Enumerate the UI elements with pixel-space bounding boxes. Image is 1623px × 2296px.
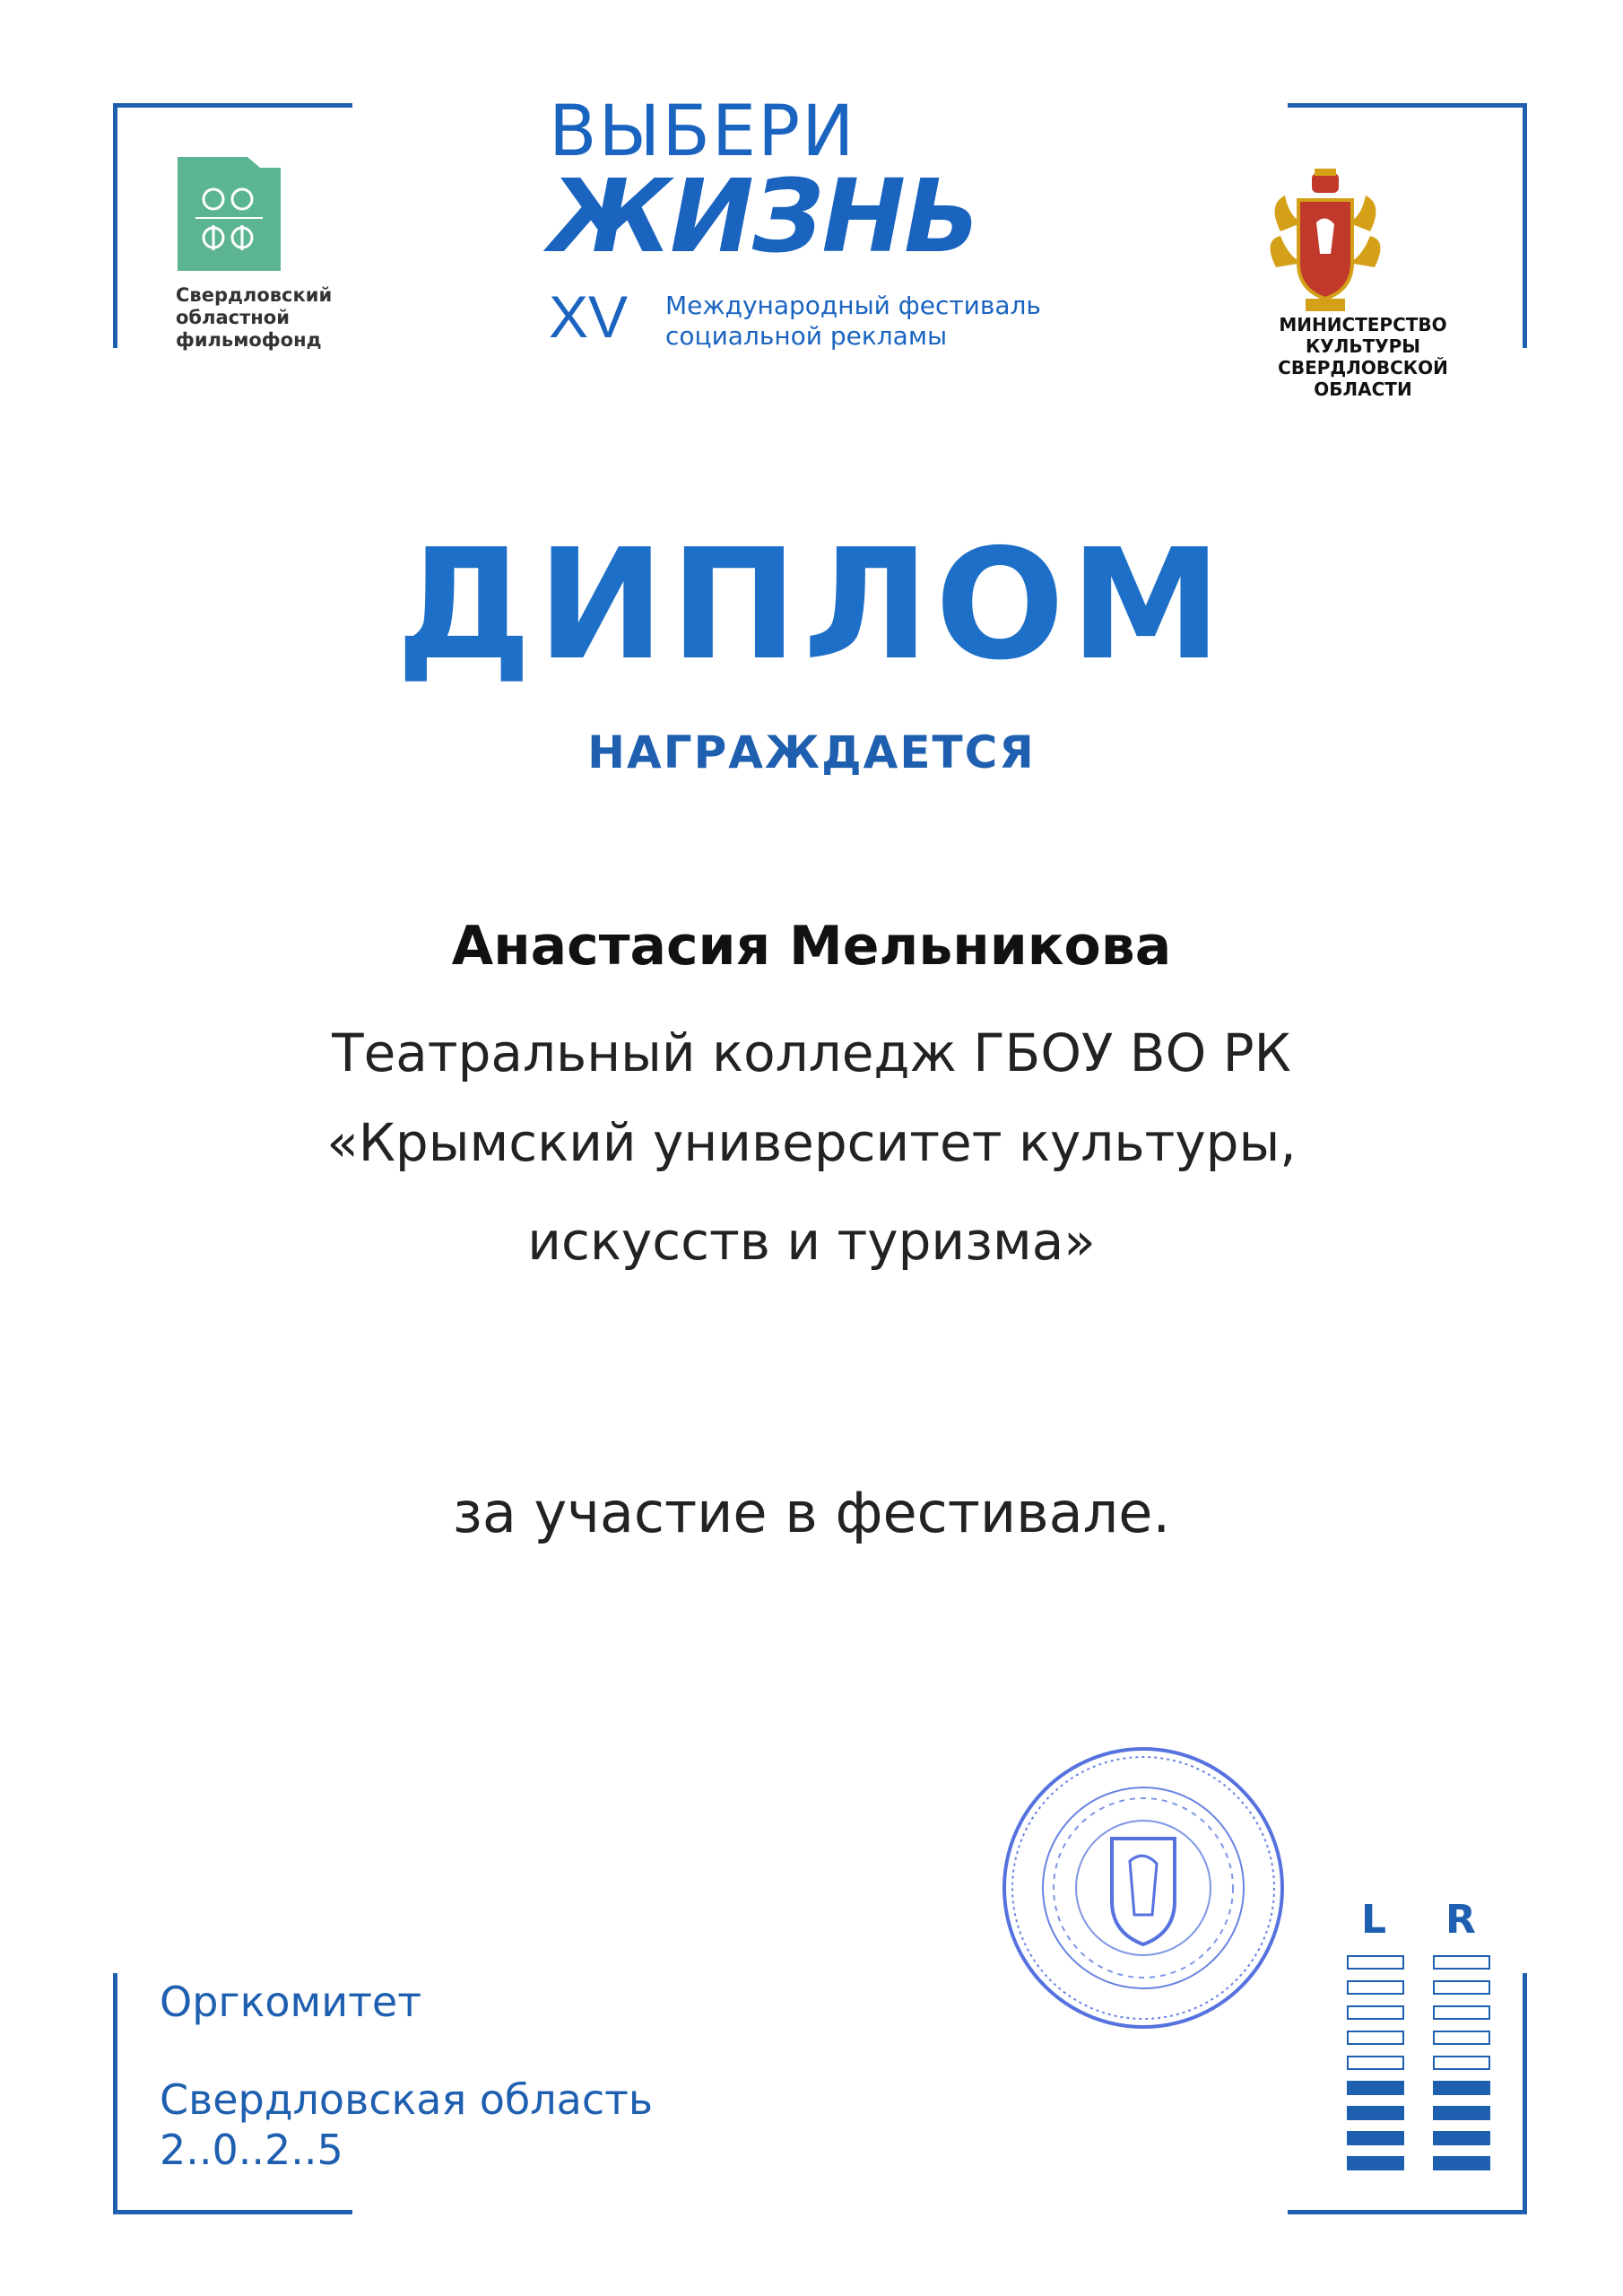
meter-right-bar (1433, 2005, 1490, 2020)
meter-right-bar (1433, 1955, 1490, 1970)
meter-right-bar (1433, 1980, 1490, 1995)
coat-of-arms-icon (1263, 169, 1388, 317)
meter-left-bar (1347, 1955, 1404, 1970)
meter-left-bar (1347, 2056, 1404, 2070)
meter-right-bar (1433, 2056, 1490, 2070)
meter-right-bar (1433, 2156, 1490, 2170)
meter-left-bar (1347, 2005, 1404, 2020)
meter-left-bar (1347, 2131, 1404, 2145)
ministry-name-line1: МИНИСТЕРСТВО КУЛЬТУРЫ (1279, 314, 1447, 357)
festival-subtitle (665, 291, 1041, 352)
awarded-label: НАГРАЖДАЕТСЯ (587, 726, 1036, 778)
festival-title-line2: ЖИЗНЬ (549, 159, 979, 275)
meter-right-bar (1433, 2031, 1490, 2045)
film-fund-line-2: областной (176, 307, 290, 328)
award-reason: за участие в фестивале. (452, 1480, 1171, 1545)
ministry-name-line2: СВЕРДЛОВСКОЙ ОБЛАСТИ (1278, 357, 1448, 400)
ministry-name (1237, 314, 1488, 400)
meter-right-bar (1433, 2106, 1490, 2120)
festival-year: 2..0..2..5 (160, 2126, 343, 2174)
organization-line-2: «Крымский университет культуры, (326, 1112, 1297, 1173)
region-name: Свердловская область (160, 2075, 654, 2124)
festival-title-line1: ВЫБЕРИ (549, 91, 856, 172)
festival-edition: XV (549, 283, 629, 350)
diploma-title: ДИПЛОМ (395, 517, 1228, 694)
meter-right-label: R (1445, 1897, 1476, 1943)
meter-left-bar (1347, 2031, 1404, 2045)
meter-left-label: L (1361, 1897, 1387, 1943)
meter-right-bar (1433, 2131, 1490, 2145)
official-stamp-icon (995, 1740, 1291, 2036)
meter-left-bar (1347, 2106, 1404, 2120)
meter-left-bar (1347, 2156, 1404, 2170)
organization-line-3: искусств и туризма» (527, 1211, 1096, 1272)
organization-line-1: Театральный колледж ГБОУ ВО РК (332, 1022, 1291, 1083)
organizing-committee: Оргкомитет (160, 1978, 421, 2026)
meter-right-bar (1433, 2081, 1490, 2095)
meter-left-bar (1347, 1980, 1404, 1995)
film-fund-logo-icon (178, 157, 281, 271)
film-fund-line-1: Свердловский (176, 284, 333, 306)
recipient-name: Анастасия Мельникова (451, 915, 1172, 978)
meter-left-bar (1347, 2081, 1404, 2095)
film-fund-name (176, 284, 332, 352)
festival-subtitle-line2: социальной рекламы (665, 321, 948, 351)
footer-region-block (160, 2074, 653, 2175)
festival-subtitle-line1: Международный фестиваль (665, 291, 1041, 320)
bottom-right-bracket (1288, 1973, 1527, 2214)
film-fund-line-3: фильмофонд (176, 329, 322, 351)
